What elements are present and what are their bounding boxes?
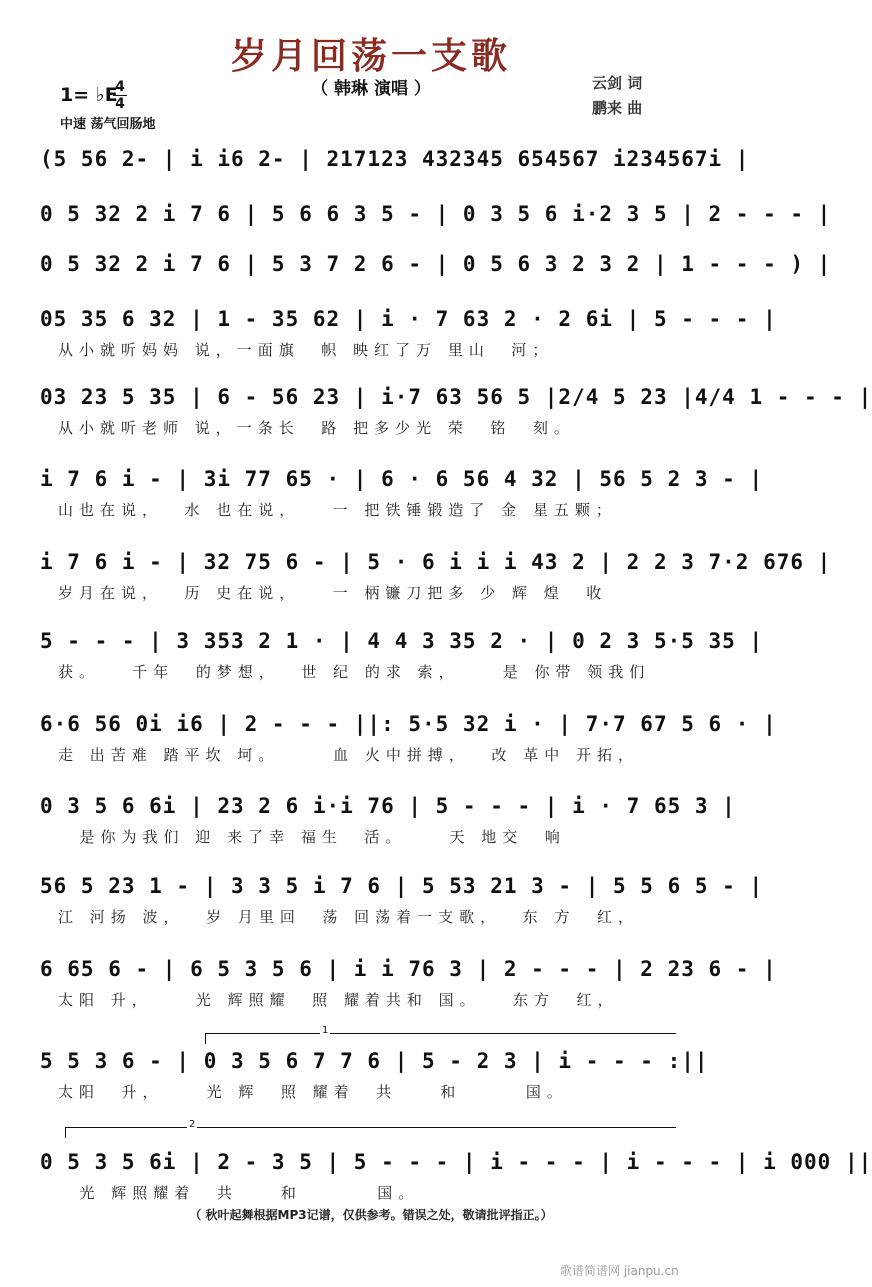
first-ending-number: 1: [322, 1025, 329, 1036]
notes: (5 56 2- | i i6 2- | 217123 432345 654567 i234567i |: [40, 147, 750, 171]
notes: 6 65 6 - | 6 5 3 5 6 | i i 76 3 | 2 - - - | 2 23 6 - |: [40, 957, 777, 981]
song-title: 岁月回荡一支歌: [230, 35, 511, 77]
lyrics: 从小就听妈妈 说，一面旗 帜 映红了万 里山 河；: [58, 341, 554, 359]
notes: 03 23 5 35 | 6 - 56 23 | i·7 63 56 5 |2/4 5 23 |4/4 1 - - - |: [40, 385, 872, 409]
time-signature: [113, 80, 127, 111]
notes: 5 5 3 6 - | 0 3 5 6 7 7 6 | 5 - 2 3 | i - - - :||: [40, 1049, 709, 1073]
notes: 6·6 56 0i i6 | 2 - - - ||: 5·5 32 i · | 7·7 67 5 6 · |: [40, 712, 777, 736]
notes: 56 5 23 1 - | 3 3 5 i 7 6 | 5 53 21 3 - | 5 5 6 5 - |: [40, 874, 764, 898]
notes: i 7 6 i - | 3i 77 65 · | 6 · 6 56 4 32 | 56 5 2 3 - |: [40, 467, 764, 491]
lyrics: 山也在说， 水 也在说， 一 把铁锤锻造了 金 星五颗；: [58, 501, 617, 519]
notes: 5 - - - | 3 353 2 1 · | 4 4 3 35 2 · | 0 2 3 5·5 35 |: [40, 629, 764, 653]
lyrics: 光 辉照耀着 共 和 国。: [58, 1184, 420, 1202]
composer-credit: 鹏来 曲: [592, 99, 643, 117]
lyrics: 走 出苦难 踏平坎 坷。 血 火中拼搏， 改 革中 开拓，: [58, 746, 639, 764]
lyricist-credit: 云剑 词: [592, 74, 643, 92]
lyrics: 从小就听老师 说，一条长 路 把多少光 荣 铭 刻。: [58, 419, 575, 437]
lyrics: 是你为我们 迎 来了幸 福生 活。 天 地交 响: [58, 828, 566, 846]
lyrics: 太阳 升， 光 辉 照 耀着 共 和 国。: [58, 1083, 568, 1101]
notes: 0 5 32 2 i 7 6 | 5 6 6 3 5 - | 0 3 5 6 i·2 3 5 | 2 - - - |: [40, 202, 832, 226]
lyrics: 岁月在说， 历 史在说， 一 柄镰刀把多 少 辉 煌 收: [58, 584, 608, 602]
notes: 0 5 32 2 i 7 6 | 5 3 7 2 6 - | 0 5 6 3 2 3 2 | 1 - - - ) |: [40, 252, 832, 276]
time-signature-top: 4: [115, 79, 125, 95]
second-ending-number: 2: [189, 1119, 196, 1130]
time-signature-bottom: 4: [115, 96, 125, 112]
notes: i 7 6 i - | 32 75 6 - | 5 · 6 i i i 43 2 | 2 2 3 7·2 676 |: [40, 550, 832, 574]
first-ending-bracket: [205, 1033, 676, 1044]
lyrics: 江 河扬 波， 岁 月里回 荡 回荡着一支歌， 东 方 红，: [58, 908, 639, 926]
key-signature: 1= ♭E: [60, 84, 118, 106]
transcription-note: （ 秋叶起舞根据MP3记谱，仅供参考。错误之处，敬请批评指正。）: [189, 1208, 553, 1222]
lyrics: 太阳 升， 光 辉照耀 照 耀着共和 国。 东方 红，: [58, 991, 619, 1009]
tempo-marking: 中速 荡气回肠地: [60, 117, 156, 132]
second-ending-bracket: [65, 1127, 676, 1138]
lyrics: 获。 千年 的梦想， 世 纪 的求 索， 是 你带 领我们: [58, 663, 651, 681]
notes: 05 35 6 32 | 1 - 35 62 | i · 7 63 2 · 2 6i | 5 - - - |: [40, 307, 777, 331]
notes: 0 5 3 5 6i | 2 - 3 5 | 5 - - - | i - - - | i - - - | i 000 ||: [40, 1150, 872, 1174]
performer: （ 韩琳 演唱 ）: [311, 79, 431, 99]
site-watermark: 歌谱简谱网 jianpu.cn: [560, 1264, 679, 1278]
notes: 0 3 5 6 6i | 23 2 6 i·i 76 | 5 - - - | i · 7 65 3 |: [40, 794, 736, 818]
